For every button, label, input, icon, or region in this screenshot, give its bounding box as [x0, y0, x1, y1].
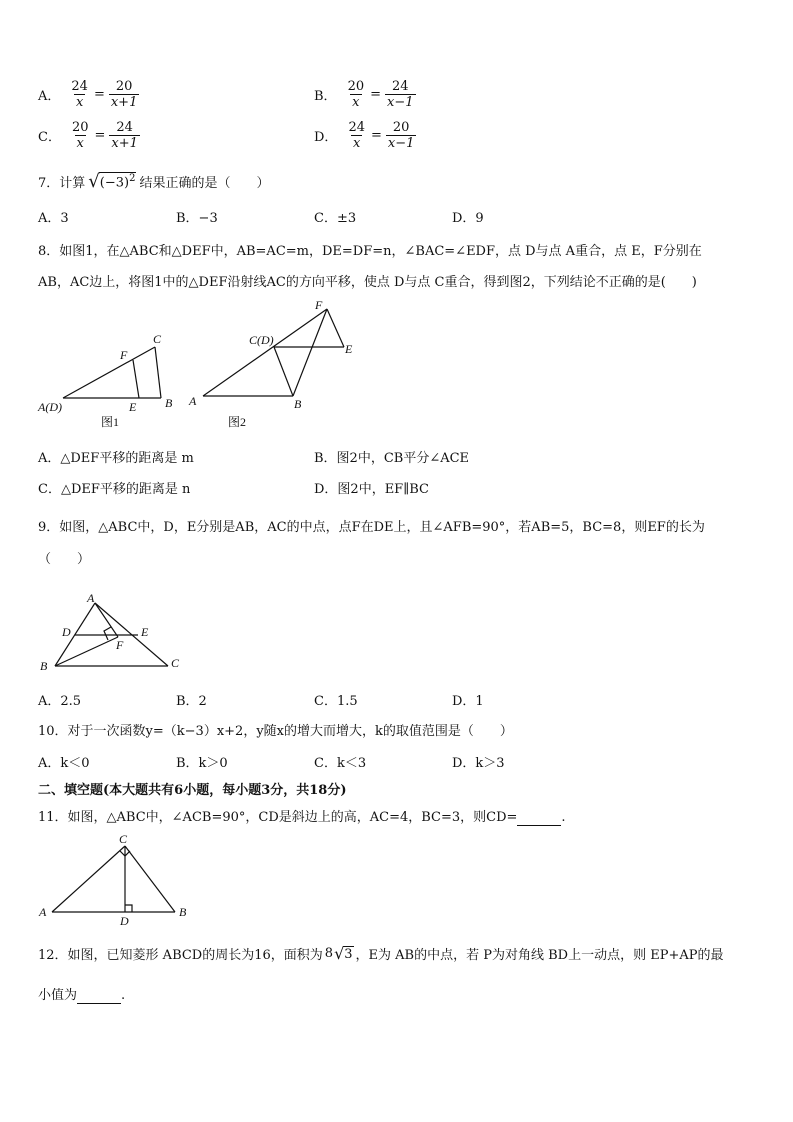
label-b: B — [179, 905, 187, 919]
q12-text-post: ，E为 AB的中点，若 P为对角线 BD上一动点，则 EP+AP的最 — [355, 948, 724, 963]
label-c: C — [171, 656, 180, 670]
radical-sign: √ — [88, 171, 100, 192]
q9-stem-line1: 9．如图，△ABC中，D，E分别是AB，AC的中点，点F在DE上，且∠AFB=90°，若AB=5，BC=8，则EF的长为 — [38, 520, 705, 535]
q12-text-line2: 小值为 — [38, 988, 78, 1003]
numerator: 24 — [348, 120, 365, 135]
label-e: E — [129, 400, 137, 414]
label-d: D — [120, 914, 129, 928]
q7-option-d[interactable]: D．9 — [452, 211, 484, 226]
segment-ac — [52, 846, 125, 912]
segment-bc — [125, 846, 175, 912]
equals-sign: = — [370, 128, 382, 143]
q9-option-a[interactable]: A．2.5 — [38, 694, 82, 709]
area-value — [325, 944, 354, 963]
label-f: F — [116, 638, 124, 652]
figure-caption: 图2 — [228, 415, 247, 429]
label-f: F — [120, 348, 128, 362]
label-f: F — [315, 298, 323, 312]
q8-option-c[interactable]: C．△DEF平移的距离是 n — [38, 482, 191, 497]
q8-option-b[interactable]: B．图2中，CB平分∠ACE — [314, 451, 470, 466]
numerator: 24 — [391, 79, 409, 94]
right-angle-mark-d — [125, 905, 132, 912]
option-label: B． — [314, 89, 337, 104]
q7-option-b[interactable]: B．−3 — [176, 211, 218, 226]
q12-stem-line2 — [38, 984, 125, 1004]
numerator: 20 — [392, 120, 410, 135]
label-a: A — [87, 591, 95, 605]
denominator: x — [352, 95, 360, 110]
numerator: 24 — [71, 79, 88, 94]
label-c: C — [153, 332, 162, 346]
label-c-d: C(D) — [249, 333, 274, 347]
numerator: 20 — [347, 79, 365, 94]
equals-sign: = — [93, 87, 105, 102]
radicand: (−3) — [99, 175, 130, 191]
q10-option-d[interactable]: D．k＞3 — [452, 756, 505, 771]
q9-option-c[interactable]: C．1.5 — [314, 694, 358, 709]
q12-end: . — [121, 988, 126, 1003]
denominator: x — [76, 136, 84, 151]
q8-option-d[interactable]: D．图2中，EF∥BC — [314, 482, 429, 497]
figure-caption: 图1 — [101, 415, 120, 429]
equals-sign: = — [94, 128, 106, 143]
exponent: 2 — [129, 173, 136, 185]
q7-option-c[interactable]: C．±3 — [314, 211, 357, 226]
q12-stem-line1 — [38, 944, 724, 963]
q10-option-c[interactable]: C．k＜3 — [314, 756, 367, 771]
label-a: A — [39, 905, 47, 919]
denominator: x — [353, 136, 361, 151]
label-b: B — [165, 396, 173, 410]
q12-text-pre: 12．如图，已知菱形 ABCD的周长为16，面积为 — [38, 948, 323, 963]
answer-blank[interactable] — [77, 988, 121, 1004]
numerator: 24 — [116, 120, 133, 135]
q7-prefix: 7．计算 — [38, 176, 86, 191]
q10-stem: 10．对于一次函数y=（k−3）x+2，y随x的增大而增大，k的取值范围是（ ） — [38, 724, 513, 739]
option-label: D． — [314, 130, 338, 145]
section-2-title: 二、填空题(本大题共有6小题，每小题3分，共18分) — [38, 783, 347, 798]
q8-stem-line1: 8．如图1，在△ABC和△DEF中，AB=AC=m，DE=DF=n，∠BAC=∠EDF，点 D与点 A重合，点 E，F分别在 — [38, 244, 702, 259]
label-e: E — [141, 625, 149, 639]
radical-sign: √ — [334, 944, 345, 963]
denominator: x−1 — [387, 136, 415, 151]
q11-text: 11．如图，△ABC中，∠ACB=90°，CD是斜边上的高，AC=4，BC=3，则CD= — [38, 810, 518, 825]
area-coefficient: 8 — [324, 946, 334, 961]
denominator: x−1 — [387, 95, 414, 110]
numerator: 20 — [115, 79, 133, 94]
q7-option-a[interactable]: A．3 — [38, 211, 69, 226]
q10-option-b[interactable]: B．k＞0 — [176, 756, 228, 771]
q7-suffix: 结果正确的是（ ） — [139, 176, 270, 191]
label-a: A — [189, 394, 197, 408]
equals-sign: = — [370, 87, 382, 102]
q8-stem-line2: AB，AC边上，将图1中的△DEF沿射线AC的方向平移，使点 D与点 C重合，得到图2，下列结论不正确的是( ) — [38, 275, 697, 290]
q8-option-a[interactable]: A．△DEF平移的距离是 m — [38, 451, 194, 466]
area-radicand: 3 — [344, 946, 353, 962]
option-label: A． — [38, 89, 61, 104]
q9-option-b[interactable]: B．2 — [176, 694, 207, 709]
label-b: B — [40, 659, 48, 673]
label-e: E — [345, 342, 353, 356]
q10-option-a[interactable]: A．k＜0 — [38, 756, 90, 771]
label-a-d: A(D) — [38, 400, 62, 414]
denominator: x — [75, 95, 84, 110]
numerator: 20 — [71, 120, 89, 135]
q11-end: . — [561, 810, 566, 825]
label-c: C — [119, 832, 128, 846]
q9-stem-line2: （ ） — [38, 552, 91, 567]
label-b: B — [294, 397, 302, 411]
denominator: x+1 — [111, 136, 138, 151]
option-label: C． — [38, 130, 61, 145]
denominator: x+1 — [110, 95, 138, 110]
label-d: D — [62, 625, 71, 639]
q9-option-d[interactable]: D．1 — [452, 694, 484, 709]
